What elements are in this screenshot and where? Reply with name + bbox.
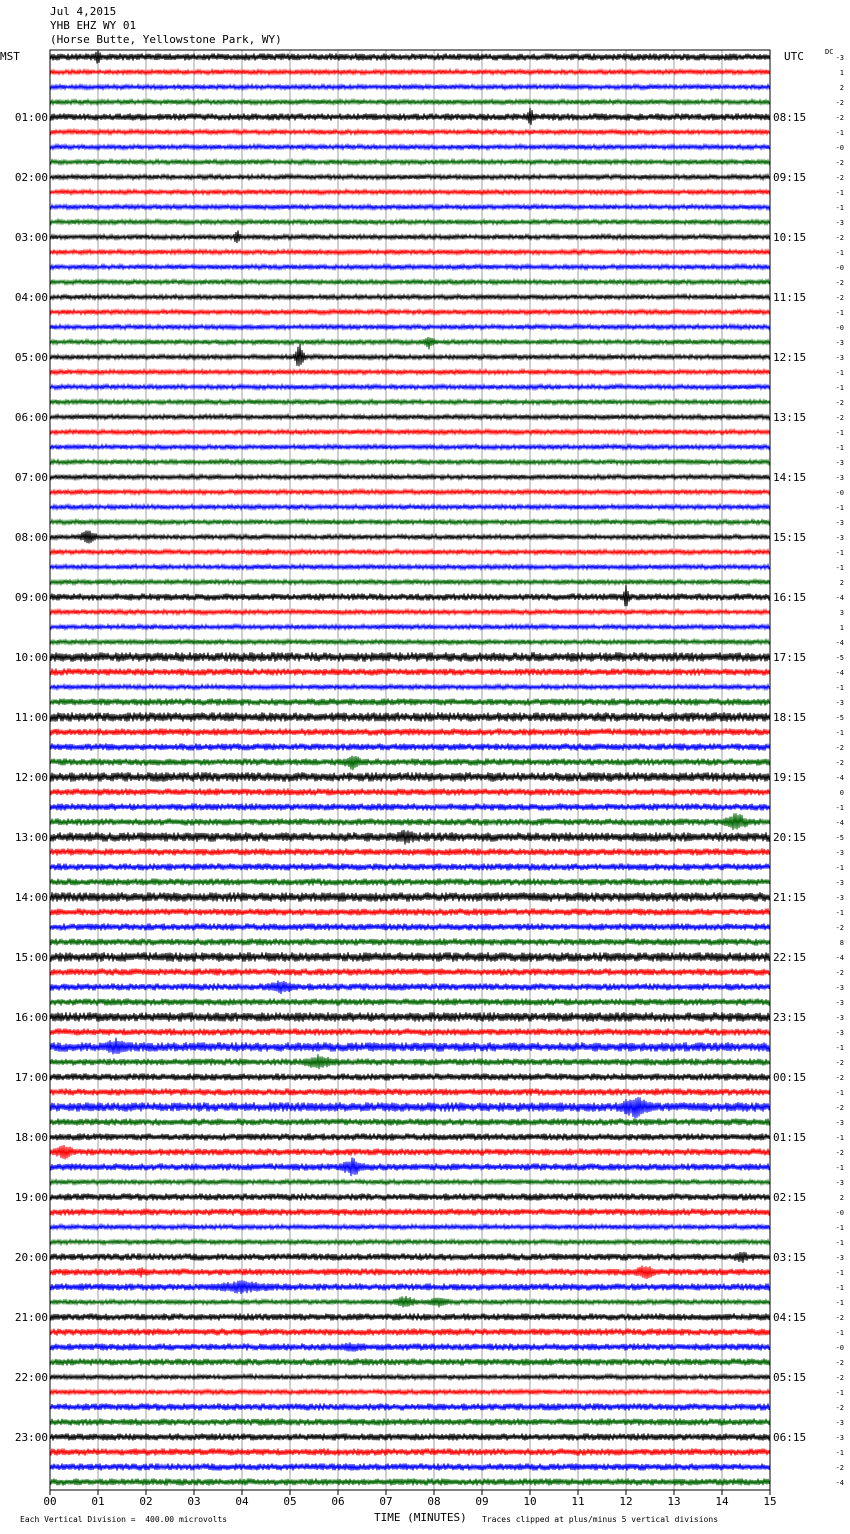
utc-label-7: 15:15 xyxy=(773,531,807,544)
utc-label-6: 14:15 xyxy=(773,471,807,484)
dc-offset-24: -2 xyxy=(835,414,844,422)
dc-offset-11: -3 xyxy=(835,219,844,227)
dc-offset-36: -4 xyxy=(835,594,844,602)
trace-row-17 xyxy=(50,310,770,315)
mst-label-21: 22:00 xyxy=(14,1371,48,1384)
dc-offset-72: -1 xyxy=(835,1134,844,1142)
trace-row-62 xyxy=(50,981,770,994)
dc-offset-2: 2 xyxy=(839,84,844,92)
x-tick-label-15: 15 xyxy=(763,1495,777,1508)
trace-row-90 xyxy=(50,1403,770,1410)
trace-row-16 xyxy=(50,295,770,300)
mst-label-17: 18:00 xyxy=(14,1131,48,1144)
dc-offset-20: -3 xyxy=(835,354,844,362)
dc-offset-28: -3 xyxy=(835,474,844,482)
trace-row-95 xyxy=(50,1478,770,1485)
dc-offset-3: -2 xyxy=(835,99,844,107)
trace-row-48 xyxy=(50,772,770,782)
dc-offset-70: -2 xyxy=(835,1104,844,1112)
dc-offset-14: -0 xyxy=(835,264,844,272)
dc-offset-header: DC xyxy=(825,48,834,56)
trace-row-64 xyxy=(50,1012,770,1022)
trace-row-3 xyxy=(50,100,770,105)
x-tick-label-9: 09 xyxy=(475,1495,489,1508)
dc-offset-79: -1 xyxy=(835,1239,844,1247)
dc-offset-90: -2 xyxy=(835,1404,844,1412)
trace-row-65 xyxy=(50,1028,770,1035)
trace-row-35 xyxy=(50,580,770,585)
dc-offset-84: -2 xyxy=(835,1314,844,1322)
x-axis-ticks xyxy=(43,1490,776,1508)
mst-label-0: 01:00 xyxy=(14,111,48,124)
trace-row-67 xyxy=(50,1054,770,1069)
trace-row-61 xyxy=(50,968,770,975)
trace-row-57 xyxy=(50,908,770,915)
x-tick-label-5: 05 xyxy=(283,1495,297,1508)
trace-row-94 xyxy=(50,1463,770,1470)
dc-offset-39: -4 xyxy=(835,639,844,647)
trace-row-83 xyxy=(50,1296,770,1308)
dc-offset-27: -3 xyxy=(835,459,844,467)
dc-offset-15: -2 xyxy=(835,279,844,287)
dc-offset-51: -4 xyxy=(835,819,844,827)
utc-label-22: 06:15 xyxy=(773,1431,807,1444)
dc-offset-labels xyxy=(836,54,844,1487)
mst-label-1: 02:00 xyxy=(14,171,48,184)
vertical-scale-note: Each Vertical Division = 400.00 microvolts xyxy=(20,1515,228,1524)
utc-label-0: 08:15 xyxy=(773,111,807,124)
trace-row-73 xyxy=(50,1145,770,1159)
mst-label-18: 19:00 xyxy=(14,1191,48,1204)
utc-label-15: 23:15 xyxy=(773,1011,807,1024)
dc-offset-31: -3 xyxy=(835,519,844,527)
trace-row-21 xyxy=(50,370,770,375)
dc-offset-16: -2 xyxy=(835,294,844,302)
dc-offset-82: -1 xyxy=(835,1284,844,1292)
dc-offset-43: -3 xyxy=(835,699,844,707)
trace-row-13 xyxy=(50,250,770,255)
trace-row-82 xyxy=(50,1280,770,1294)
mst-label-16: 17:00 xyxy=(14,1071,48,1084)
dc-offset-8: -2 xyxy=(835,174,844,182)
trace-row-20 xyxy=(50,344,770,366)
dc-offset-59: 8 xyxy=(839,939,844,947)
trace-row-38 xyxy=(50,625,770,630)
trace-row-11 xyxy=(50,220,770,225)
trace-row-30 xyxy=(50,505,770,510)
dc-offset-55: -3 xyxy=(835,879,844,887)
utc-label-2: 10:15 xyxy=(773,231,807,244)
dc-offset-56: -3 xyxy=(835,894,844,902)
trace-row-69 xyxy=(50,1088,770,1095)
dc-offset-89: -1 xyxy=(835,1389,844,1397)
trace-row-71 xyxy=(50,1118,770,1125)
trace-row-93 xyxy=(50,1448,770,1455)
trace-row-70 xyxy=(50,1097,770,1118)
dc-offset-4: -2 xyxy=(835,114,844,122)
dc-offset-93: -1 xyxy=(835,1449,844,1457)
dc-offset-21: -1 xyxy=(835,369,844,377)
dc-offset-74: -1 xyxy=(835,1164,844,1172)
dc-offset-13: -1 xyxy=(835,249,844,257)
dc-offset-62: -3 xyxy=(835,984,844,992)
chart-date: Jul 4,2015 xyxy=(50,5,117,18)
x-tick-label-4: 04 xyxy=(235,1495,249,1508)
trace-row-55 xyxy=(50,878,770,885)
mst-label-22: 23:00 xyxy=(14,1431,48,1444)
dc-offset-92: -3 xyxy=(835,1434,844,1442)
trace-row-24 xyxy=(50,415,770,420)
dc-offset-71: -3 xyxy=(835,1119,844,1127)
dc-offset-18: -0 xyxy=(835,324,844,332)
mst-label-8: 09:00 xyxy=(14,591,48,604)
trace-row-87 xyxy=(50,1358,770,1365)
dc-offset-32: -3 xyxy=(835,534,844,542)
trace-row-58 xyxy=(50,923,770,930)
trace-row-32 xyxy=(50,531,770,544)
trace-row-22 xyxy=(50,385,770,390)
trace-row-46 xyxy=(50,743,770,750)
dc-offset-7: -2 xyxy=(835,159,844,167)
dc-offset-52: -5 xyxy=(835,834,844,842)
dc-offset-34: -1 xyxy=(835,564,844,572)
mst-label-5: 06:00 xyxy=(14,411,48,424)
trace-row-29 xyxy=(50,490,770,495)
mst-label-15: 16:00 xyxy=(14,1011,48,1024)
trace-row-89 xyxy=(50,1390,770,1395)
dc-offset-63: -3 xyxy=(835,999,844,1007)
x-tick-label-14: 14 xyxy=(715,1495,729,1508)
dc-offset-46: -2 xyxy=(835,744,844,752)
trace-row-63 xyxy=(50,998,770,1005)
x-tick-label-10: 10 xyxy=(523,1495,537,1508)
utc-label-18: 02:15 xyxy=(773,1191,807,1204)
trace-row-23 xyxy=(50,400,770,405)
trace-row-59 xyxy=(50,938,770,945)
dc-offset-33: -1 xyxy=(835,549,844,557)
trace-row-47 xyxy=(50,756,770,771)
dc-offset-25: -1 xyxy=(835,429,844,437)
trace-row-60 xyxy=(50,952,770,962)
x-tick-label-13: 13 xyxy=(667,1495,681,1508)
dc-offset-45: -1 xyxy=(835,729,844,737)
dc-offset-88: -2 xyxy=(835,1374,844,1382)
dc-offset-30: -1 xyxy=(835,504,844,512)
dc-offset-78: -1 xyxy=(835,1224,844,1232)
dc-offset-29: -0 xyxy=(835,489,844,497)
dc-offset-86: -0 xyxy=(835,1344,844,1352)
utc-label-13: 21:15 xyxy=(773,891,807,904)
trace-row-26 xyxy=(50,445,770,450)
x-tick-label-11: 11 xyxy=(571,1495,585,1508)
trace-row-86 xyxy=(50,1342,770,1351)
trace-row-91 xyxy=(50,1418,770,1425)
dc-offset-53: -3 xyxy=(835,849,844,857)
mst-label-20: 21:00 xyxy=(14,1311,48,1324)
mst-label-2: 03:00 xyxy=(14,231,48,244)
trace-row-4 xyxy=(50,108,770,125)
utc-label-11: 19:15 xyxy=(773,771,807,784)
mst-label-10: 11:00 xyxy=(14,711,48,724)
trace-row-81 xyxy=(50,1266,770,1280)
seismic-traces xyxy=(50,50,770,1485)
mst-hour-labels xyxy=(15,111,48,1444)
dc-offset-12: -2 xyxy=(835,234,844,242)
dc-offset-47: -2 xyxy=(835,759,844,767)
utc-label-10: 18:15 xyxy=(773,711,807,724)
trace-row-45 xyxy=(50,728,770,735)
trace-row-66 xyxy=(50,1038,770,1055)
trace-row-44 xyxy=(50,712,770,722)
dc-offset-37: 3 xyxy=(839,609,844,617)
trace-row-85 xyxy=(50,1328,770,1335)
trace-row-5 xyxy=(50,130,770,135)
dc-offset-10: -1 xyxy=(835,204,844,212)
clipping-note: Traces clipped at plus/minus 5 vertical divisions xyxy=(482,1515,719,1524)
dc-offset-23: -2 xyxy=(835,399,844,407)
trace-row-0 xyxy=(50,50,770,63)
utc-label-14: 22:15 xyxy=(773,951,807,964)
mst-label-19: 20:00 xyxy=(14,1251,48,1264)
dc-offset-64: -3 xyxy=(835,1014,844,1022)
dc-offset-0: -3 xyxy=(835,54,844,62)
mst-label-4: 05:00 xyxy=(14,351,48,364)
trace-row-40 xyxy=(50,652,770,662)
trace-row-12 xyxy=(50,230,770,243)
trace-row-39 xyxy=(50,640,770,645)
dc-offset-35: 2 xyxy=(839,579,844,587)
station-code: YHB EHZ WY 01 xyxy=(50,19,137,32)
trace-row-42 xyxy=(50,685,770,690)
trace-row-7 xyxy=(50,160,770,165)
dc-offset-50: -1 xyxy=(835,804,844,812)
utc-label-17: 01:15 xyxy=(773,1131,807,1144)
dc-offset-94: -2 xyxy=(835,1464,844,1472)
mst-label-14: 15:00 xyxy=(14,951,48,964)
dc-offset-81: -1 xyxy=(835,1269,844,1277)
dc-offset-87: -2 xyxy=(835,1359,844,1367)
utc-label-19: 03:15 xyxy=(773,1251,807,1264)
utc-label-21: 05:15 xyxy=(773,1371,807,1384)
x-tick-label-1: 01 xyxy=(91,1495,105,1508)
dc-offset-38: 1 xyxy=(839,624,844,632)
dc-offset-75: -3 xyxy=(835,1179,844,1187)
dc-offset-95: -4 xyxy=(835,1479,844,1487)
trace-row-51 xyxy=(50,813,770,830)
trace-row-78 xyxy=(50,1225,770,1230)
x-axis-label: TIME (MINUTES) xyxy=(374,1511,467,1524)
dc-offset-48: -4 xyxy=(835,774,844,782)
trace-row-53 xyxy=(50,848,770,855)
dc-offset-6: -0 xyxy=(835,144,844,152)
trace-row-41 xyxy=(50,668,770,675)
mst-label-11: 12:00 xyxy=(14,771,48,784)
trace-row-74 xyxy=(50,1157,770,1176)
trace-row-80 xyxy=(50,1252,770,1263)
utc-label-9: 17:15 xyxy=(773,651,807,664)
trace-row-33 xyxy=(50,549,770,556)
trace-row-2 xyxy=(50,85,770,90)
trace-row-14 xyxy=(50,265,770,270)
x-tick-label-12: 12 xyxy=(619,1495,633,1508)
dc-offset-65: -3 xyxy=(835,1029,844,1037)
trace-row-6 xyxy=(50,145,770,150)
trace-row-79 xyxy=(50,1240,770,1245)
dc-offset-80: -3 xyxy=(835,1254,844,1262)
trace-row-92 xyxy=(50,1433,770,1440)
dc-offset-57: -1 xyxy=(835,909,844,917)
trace-row-31 xyxy=(50,520,770,525)
trace-row-19 xyxy=(50,337,770,349)
left-timezone-label: MST xyxy=(0,50,20,63)
trace-row-54 xyxy=(50,863,770,870)
trace-row-88 xyxy=(50,1375,770,1380)
trace-row-50 xyxy=(50,803,770,810)
x-tick-label-8: 08 xyxy=(427,1495,441,1508)
trace-row-49 xyxy=(50,788,770,795)
dc-offset-9: -1 xyxy=(835,189,844,197)
dc-offset-73: -2 xyxy=(835,1149,844,1157)
utc-label-8: 16:15 xyxy=(773,591,807,604)
trace-row-27 xyxy=(50,460,770,465)
trace-row-10 xyxy=(50,205,770,210)
utc-label-1: 09:15 xyxy=(773,171,807,184)
utc-label-5: 13:15 xyxy=(773,411,807,424)
utc-label-3: 11:15 xyxy=(773,291,807,304)
dc-offset-42: -1 xyxy=(835,684,844,692)
dc-offset-91: -3 xyxy=(835,1419,844,1427)
dc-offset-22: -1 xyxy=(835,384,844,392)
dc-offset-85: -1 xyxy=(835,1329,844,1337)
trace-row-52 xyxy=(50,830,770,845)
x-tick-label-3: 03 xyxy=(187,1495,201,1508)
dc-offset-41: -4 xyxy=(835,669,844,677)
dc-offset-68: -2 xyxy=(835,1074,844,1082)
trace-row-36 xyxy=(50,585,770,607)
dc-offset-40: -5 xyxy=(835,654,844,662)
utc-label-20: 04:15 xyxy=(773,1311,807,1324)
dc-offset-1: 1 xyxy=(839,69,844,77)
x-tick-label-7: 07 xyxy=(379,1495,393,1508)
mst-label-12: 13:00 xyxy=(14,831,48,844)
mst-label-9: 10:00 xyxy=(14,651,48,664)
right-timezone-label: UTC xyxy=(784,50,804,63)
x-tick-label-6: 06 xyxy=(331,1495,345,1508)
dc-offset-83: -1 xyxy=(835,1299,844,1307)
trace-row-15 xyxy=(50,280,770,285)
station-location: (Horse Butte, Yellowstone Park, WY) xyxy=(50,33,282,46)
dc-offset-66: -1 xyxy=(835,1044,844,1052)
trace-row-28 xyxy=(50,475,770,480)
trace-row-1 xyxy=(50,70,770,75)
dc-offset-69: -1 xyxy=(835,1089,844,1097)
dc-offset-58: -2 xyxy=(835,924,844,932)
trace-row-76 xyxy=(50,1193,770,1200)
dc-offset-61: -2 xyxy=(835,969,844,977)
utc-hour-labels xyxy=(773,111,806,1444)
trace-row-25 xyxy=(50,430,770,435)
dc-offset-49: 0 xyxy=(839,789,844,797)
trace-row-8 xyxy=(50,175,770,180)
trace-row-9 xyxy=(50,190,770,195)
dc-offset-5: -1 xyxy=(835,129,844,137)
x-tick-label-2: 02 xyxy=(139,1495,153,1508)
trace-row-37 xyxy=(50,610,770,615)
dc-offset-17: -1 xyxy=(835,309,844,317)
trace-row-43 xyxy=(50,698,770,705)
dc-offset-77: -0 xyxy=(835,1209,844,1217)
trace-row-34 xyxy=(50,565,770,570)
dc-offset-60: -4 xyxy=(835,954,844,962)
mst-label-6: 07:00 xyxy=(14,471,48,484)
utc-label-4: 12:15 xyxy=(773,351,807,364)
trace-row-18 xyxy=(50,325,770,330)
dc-offset-44: -5 xyxy=(835,714,844,722)
mst-label-7: 08:00 xyxy=(14,531,48,544)
trace-row-77 xyxy=(50,1208,770,1215)
dc-offset-54: -1 xyxy=(835,864,844,872)
trace-row-72 xyxy=(50,1133,770,1140)
mst-label-13: 14:00 xyxy=(14,891,48,904)
dc-offset-76: 2 xyxy=(839,1194,844,1202)
utc-label-16: 00:15 xyxy=(773,1071,807,1084)
utc-label-12: 20:15 xyxy=(773,831,807,844)
trace-row-68 xyxy=(50,1073,770,1080)
trace-row-75 xyxy=(50,1180,770,1185)
mst-label-3: 04:00 xyxy=(14,291,48,304)
dc-offset-19: -3 xyxy=(835,339,844,347)
trace-row-84 xyxy=(50,1313,770,1320)
trace-row-56 xyxy=(50,892,770,902)
x-tick-label-0: 00 xyxy=(43,1495,57,1508)
dc-offset-26: -1 xyxy=(835,444,844,452)
dc-offset-67: -2 xyxy=(835,1059,844,1067)
